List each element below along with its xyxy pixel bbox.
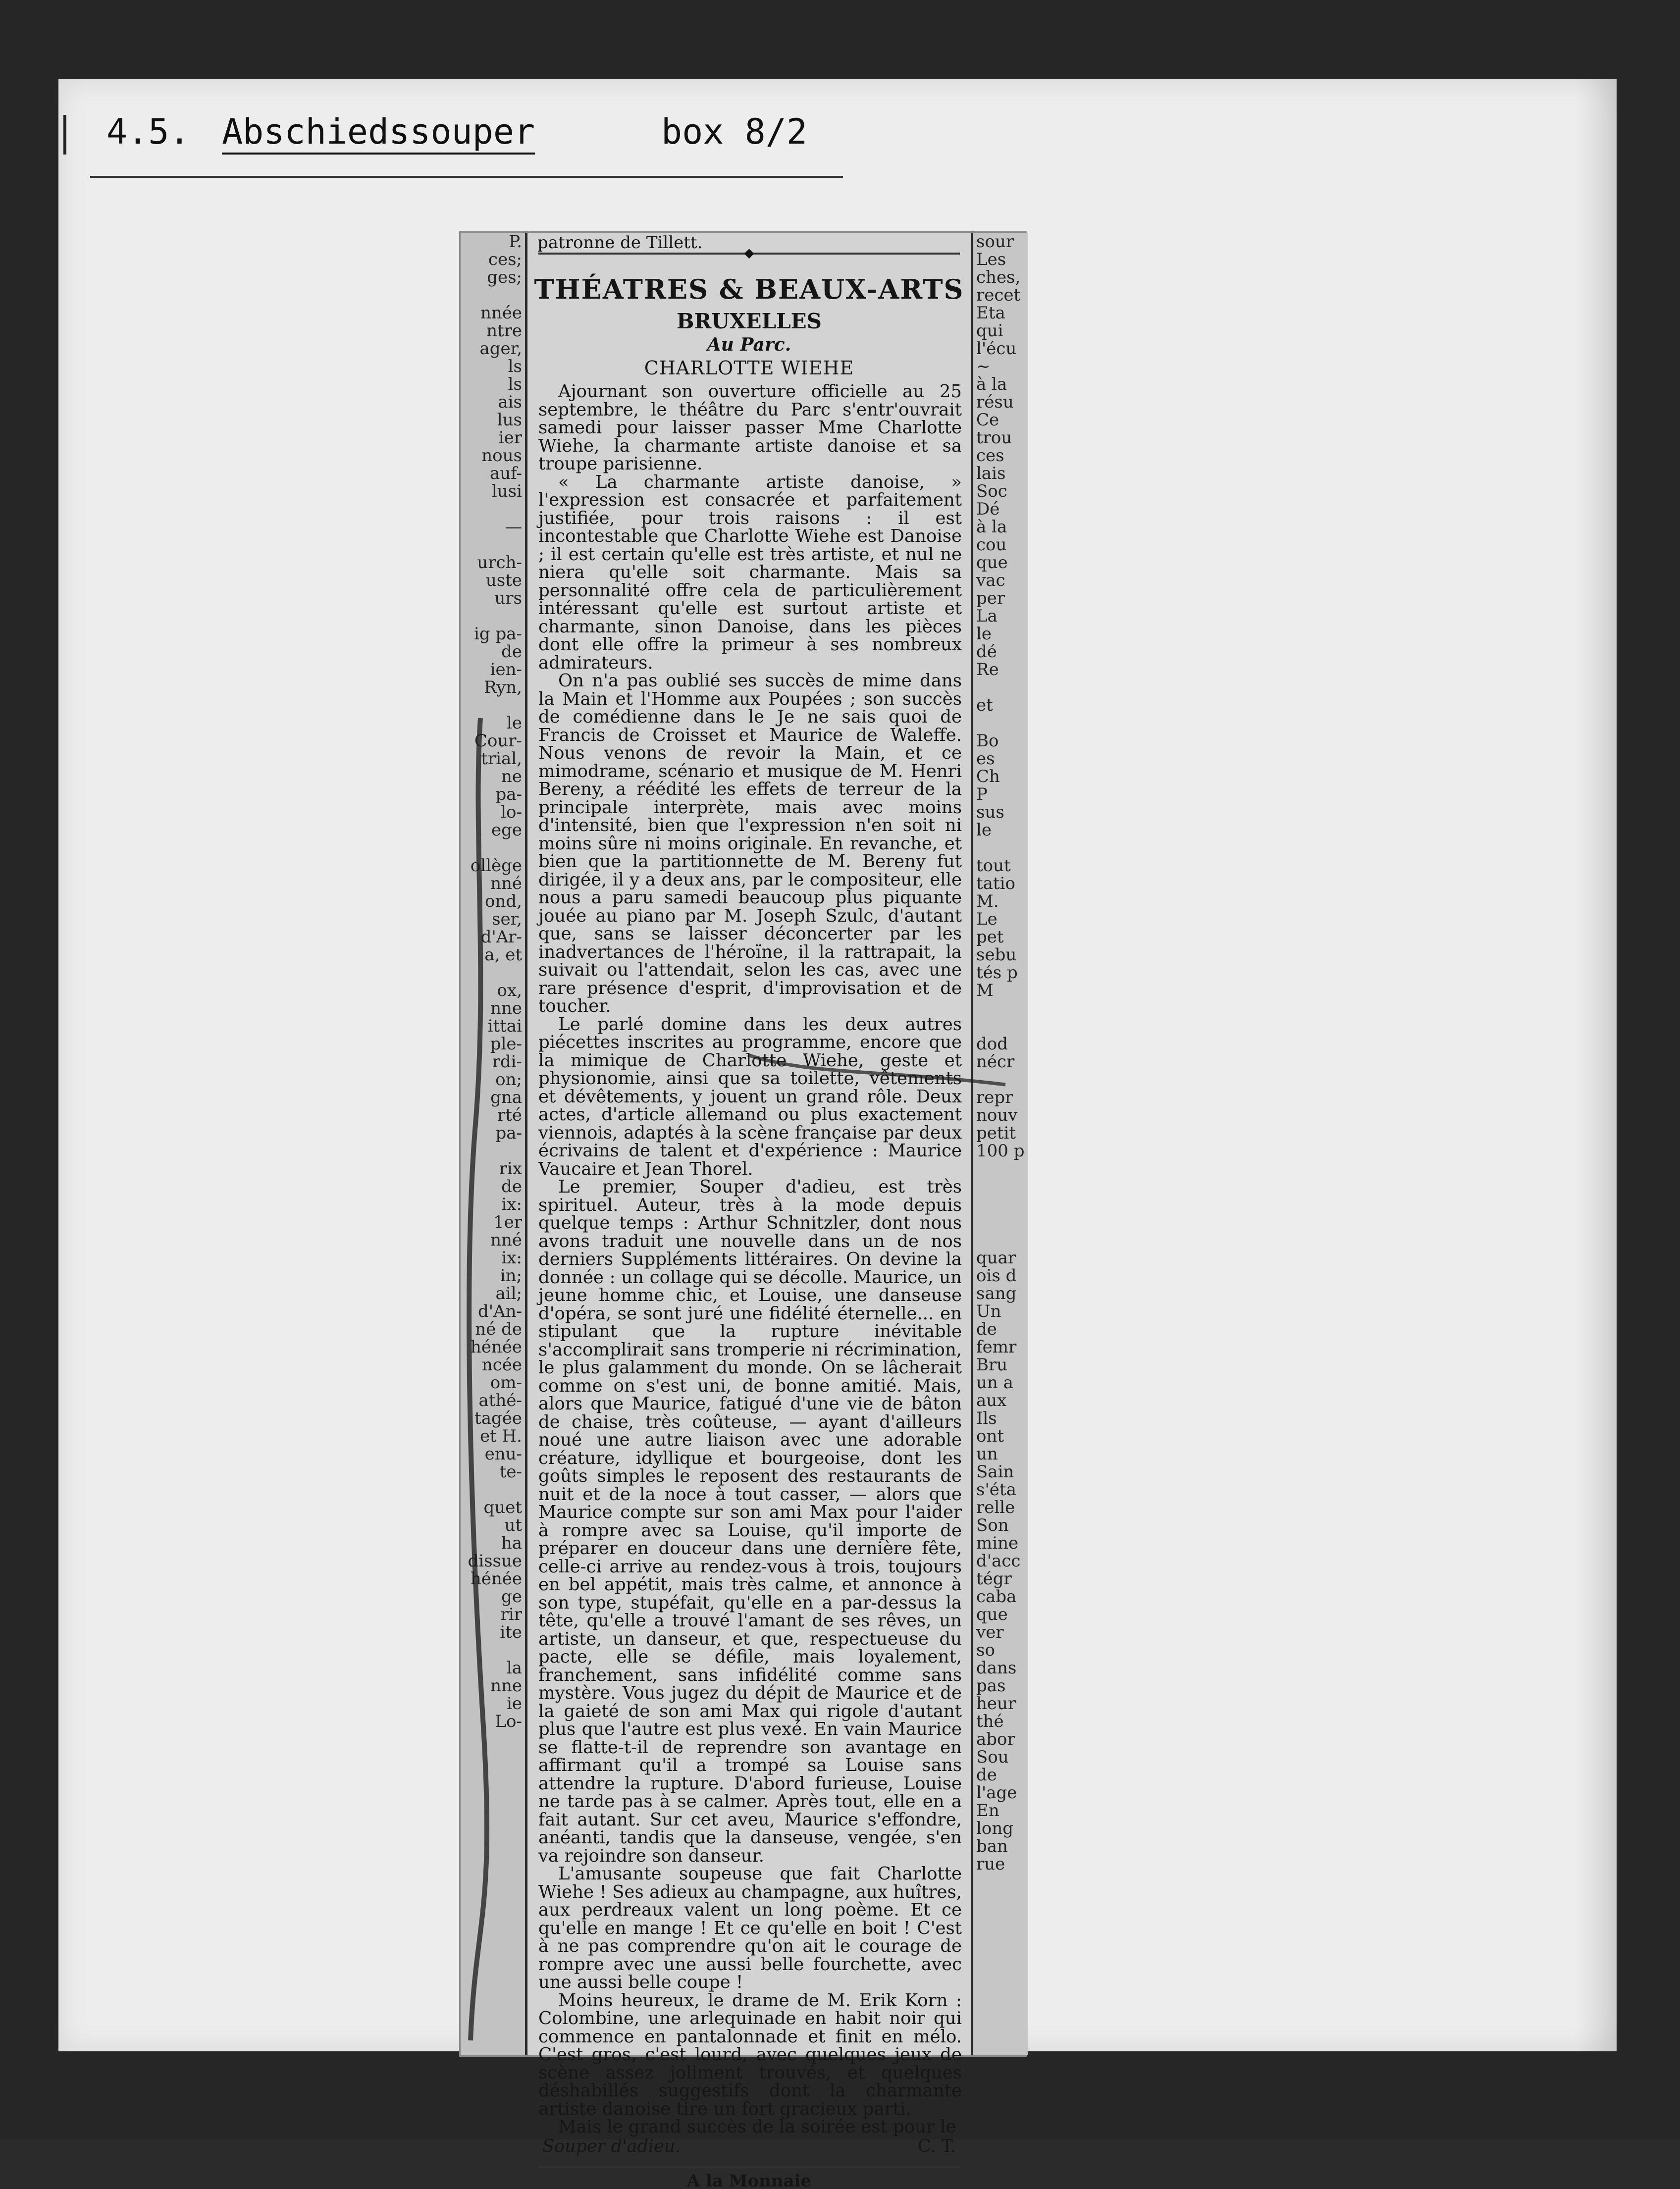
next-section-heading: A la Monnaie [686,2171,812,2189]
column-fragment: Re [976,660,999,679]
column-fragment: hénée [470,1337,522,1357]
column-fragment: Dé [976,499,1000,519]
paragraph: Moins heureux, le drame de M. Erik Korn : Colombine, une arlequinade en habit noir qui commence en pantalonnade et finit en mélo. C'est gros, c'est lourd, avec quelques jeux de scène assez joliment trouvés, et quelques déshabillés suggestifs dont la charmante artiste danoise tire un fort gracieux parti. [538,1990,962,2119]
column-fragment: sour [976,233,1014,252]
column-fragment: trial, [481,749,522,769]
column-fragment: relle [976,1498,1015,1517]
column-fragment: athé- [478,1391,522,1410]
column-fragment: Soc [976,481,1007,501]
item-number: 4.5. [106,111,190,152]
column-fragment: ail; [495,1284,522,1303]
column-fragment: dod [976,1034,1008,1054]
column-fragment: thé [976,1712,1004,1731]
column-fragment: ais [498,392,522,412]
column-fragment: résu [976,392,1014,412]
pen-stroke-line [469,718,487,2040]
column-fragment: petit [976,1123,1016,1143]
column-fragment: ches, [976,267,1021,287]
archive-header [59,111,842,181]
column-fragment: le [507,713,522,733]
column-fragment: Sou [976,1747,1009,1767]
column-fragment: ces; [488,250,522,269]
column-fragment: de [976,1765,997,1785]
bottom-rule [538,2166,960,2168]
column-fragment: quar [976,1248,1016,1268]
column-fragment: l'age [976,1783,1017,1803]
paragraph: « La charmante artiste danoise, » l'expression est consacrée et parfaitement justifiée, pour trois raisons : il est incontestable que Charlotte Wiehe est Danoise ; il est certain qu'elle est très artiste, et nul ne niera qu'elle soit charmante. Mais sa personnalité offre cela de particulièrement intéressant qu'elle est surtout artiste et charmante, sinon Danoise, dans les pièces dont elle offre la primeur à ses nombreux admirateurs. [538,471,962,673]
header-rule [90,176,843,178]
column-fragment: ager, [479,339,522,359]
column-fragment: femr [976,1337,1017,1357]
column-fragment: En [976,1801,999,1821]
column-fragment: ois d [976,1266,1017,1286]
column-fragment: ond, [485,891,522,911]
column-fragment: lais [976,464,1006,483]
closing-title: Souper d'adieu. [542,2136,681,2156]
column-fragment: nne [490,998,522,1018]
column-fragment: lusi [491,481,522,501]
column-fragment: le [976,624,992,644]
column-fragment: nécr [976,1052,1015,1072]
column-fragment: rir [500,1605,522,1624]
column-fragment: ie [507,1694,522,1714]
column-fragment: ser, [492,909,522,929]
column-fragment: ut [504,1515,522,1535]
column-fragment: le [976,820,992,840]
column-fragment: lus [497,410,522,430]
column-fragment: tout [976,856,1011,876]
column-fragment: sang [976,1284,1017,1303]
column-fragment: tés p [976,963,1018,983]
column-fragment: Ils [976,1408,997,1428]
column-fragment: te- [499,1462,522,1482]
column-fragment: es [976,749,995,769]
column-fragment: rix [499,1159,522,1179]
column-fragment: tatio [976,874,1015,893]
paragraph: Le parlé domine dans les deux autres piécettes inscrites au programme, encore que la mimique de Charlotte Wiehe, geste et physionomie, ainsi que sa toilette, vêtements et dévêtements, y jouent un grand rôle. Deux actes, d'article allemand ou plus exactement viennois, adaptés à la scène française par deux écrivains de talent et d'expérience : Maurice Vaucaire et Jean Thorel. [538,1014,962,1179]
column-fragment: hénée [470,1569,522,1589]
header-mark [63,115,66,155]
city-heading: BRUXELLES [676,309,822,333]
column-fragment: M [976,981,994,1000]
column-fragment: urs [494,588,522,608]
column-fragment: long [976,1819,1014,1838]
column-fragment: ix: [501,1248,522,1268]
column-fragment: de [976,1319,997,1339]
column-fragment: urch- [477,553,522,573]
venue-heading: Au Parc. [707,334,791,355]
column-fragment: ien- [490,660,522,679]
column-fragment: quet [483,1498,522,1517]
column-fragment: rdi- [492,1052,522,1072]
column-fragment: M. [976,891,999,911]
column-fragment: La [976,606,998,626]
column-fragment: caba [976,1587,1017,1607]
column-fragment: abor [976,1729,1015,1749]
column-fragment: ha [501,1533,522,1553]
column-fragment: ls [508,374,522,394]
column-fragment: ix: [501,1195,522,1214]
author-initials: C. T. [917,2136,956,2156]
pen-stroke-cross [748,1055,1005,1085]
column-fragment: so [976,1640,995,1660]
column-fragment: Ryn, [484,678,522,697]
column-fragment: P [976,784,988,804]
column-fragment: cou [976,535,1007,555]
column-fragment: dans [976,1658,1017,1678]
column-fragment: on; [495,1070,522,1090]
column-fragment: un [976,1444,998,1464]
column-fragment: 1er [493,1212,522,1232]
column-fragment: ont [976,1426,1004,1446]
column-fragment: ox, [497,981,522,1000]
column-fragment: ntre [486,321,522,341]
column-fragment: de [501,642,522,662]
column-fragment: heur [976,1694,1016,1714]
column-fragment: mine [976,1533,1019,1553]
column-fragment: tagée [474,1408,522,1428]
column-fragment: l'écu [976,339,1017,359]
column-fragment: Sain [976,1462,1014,1482]
column-fragment: P. [509,233,522,252]
column-fragment: de [501,1177,522,1197]
paragraph: L'amusante soupeuse que fait Charlotte Wiehe ! Ses adieux au champagne, aux huîtres, aux perdreaux valent un long poème. Et ce qu'elle en mange ! Et ce qu'elle en boit ! C'est à ne pas comprendre qu'on ait le courage de rompre avec une aussi belle fourchette, avec une aussi belle coupe ! [538,1864,962,1992]
column-fragment: nne [490,1676,522,1696]
paragraph: Ajournant son ouverture officielle au 25 septembre, le théâtre du Parc s'entr'ouvrait samedi pour laisser passer Mme Charlotte Wiehe, la charmante artiste danoise et sa troupe parisienne. [538,381,962,474]
column-fragment: rue [976,1854,1005,1874]
column-fragment: in; [500,1266,522,1286]
item-title: Abschiedssouper [222,111,535,152]
column-fragment: enu- [484,1444,522,1464]
newspaper-clipping [461,233,1025,2189]
column-fragment: s'éta [976,1480,1016,1500]
column-fragment: ges; [487,267,522,287]
paragraph: Le premier, Souper d'adieu, est très spirituel. Auteur, très à la mode depuis quelque temps : Arthur Schnitzler, dont nous avons traduit une nouvelle dans un de nos derniers Suppléments littéraires. On devine la donnée : un collage qui se décolle. Maurice, un jeune homme chic, et Louise, une danseuse d'opéra, se sont juré une fidélité éternelle... en stipulant que la rupture inévitable s'accomplirait sans tromperie ni récrimination, le plus galamment du monde. On se lâcherait comme on s'est uni, de bonne amitié. Mais, alors que Maurice, fatigué d'une vie de bâton de chaise, très coûteuse, — ayant d'ailleurs noué une autre liaison avec une adorable créature, idyllique et bourgeoise, dont les goûts simples le reposent des restaurants de nuit et de la noce à tout casser, — alors que Maurice compte sur son ami Max pour l'aider à rompre avec sa Louise, qu'il importe de préparer en douceur dans une dernière fête, celle-ci arrive au rendez-vous à trois, toujours en bel appétit, mais très calme, et annonce à son type, stupéfait, qu'elle en a par-dessus la tête, qu'elle a trouvé l'amant de ses rêves, un artiste, un danseur, et que, respectueuse du pacte, elle se défile, mais loyalement, franchement, sans infidélité comme sans mystère. Vous jugez du dépit de Maurice et de la gaieté de son ami Max qui rigole d'autant plus que l'autre est plus vexé. En vain Maurice se flatte-t-il de reprendre son avantage en affirmant qu'il a trompé sa Louise sans attendre la rupture. D'abord furieuse, Louise ne tarde pas à se calmer. Après tout, elle en a fait autant. Sur cet aveu, Maurice s'effondre, anéanti, tandis que la danseuse, vengée, s'en va rejoindre son danseur. [538,1177,962,1866]
column-fragment: sus [976,802,1004,822]
column-fragment: à la [976,517,1007,537]
column-fragment: que [976,1605,1008,1624]
paragraph: Mais le grand succès de la soirée est pour le [558,2117,956,2137]
column-fragment: et H. [479,1426,522,1446]
column-fragment: trou [976,428,1012,448]
article-headline: CHARLOTTE WIEHE [644,357,854,379]
column-fragment: ver [976,1622,1004,1642]
column-fragment: tégr [976,1569,1012,1589]
column-fragment: 100 p [976,1141,1025,1161]
column-fragment: Son [976,1515,1009,1535]
column-fragment: Bo [976,731,999,751]
pen-mark [461,233,1025,2055]
column-fragment: — [505,517,522,537]
column-fragment: aux [976,1391,1007,1410]
column-fragment: qui [976,321,1003,341]
column-fragment: Eta [976,303,1005,323]
column-fragment: vac [976,571,1005,590]
column-fragment: ier [498,428,522,448]
column-fragment: d'Ar- [480,927,522,947]
box-label: box 8/2 [661,111,808,152]
column-fragment: dissue [468,1551,522,1571]
column-fragment: Cour- [474,731,522,751]
column-fragment: ollège [470,856,522,876]
column-fragment: ge [501,1587,522,1607]
column-fragment: nné [490,1230,522,1250]
column-fragment: ple- [490,1034,522,1054]
column-fragment: ncée [481,1355,522,1375]
column-fragment: repr [976,1088,1013,1107]
column-fragment: Lo- [495,1712,522,1731]
column-fragment: ls [508,357,522,376]
column-fragment: auf- [489,464,522,483]
column-fragment: à la [976,374,1007,394]
column-fragment: om- [490,1373,522,1393]
column-fragment: recet [976,285,1021,305]
column-fragment: pa- [495,784,522,804]
column-fragment: d'acc [976,1551,1021,1571]
section-heading: THÉATRES & BEAUX-ARTS [534,273,964,305]
column-fragment: pas [976,1676,1006,1696]
diamond-ornament-icon: ◆ [744,246,754,261]
column-fragment: pet [976,927,1004,947]
column-fragment: lo- [501,802,522,822]
column-fragment: un a [976,1373,1013,1393]
column-fragment: a, et [484,945,522,965]
column-fragment: per [976,588,1005,608]
column-fragment: Ce [976,410,999,430]
column-fragment: nous [481,446,522,466]
column-fragment: Bru [976,1355,1008,1375]
column-fragment: Ch [976,767,1000,786]
column-fragment: nné [490,874,522,893]
column-fragment: rté [497,1105,522,1125]
column-fragment: ~ [976,357,991,376]
column-fragment: que [976,553,1008,573]
column-fragment: pa- [495,1123,522,1143]
column-fragment: uste [485,571,522,590]
column-fragment: nouv [976,1105,1018,1125]
previous-article-fragment: patronne de Tillett. [537,233,703,253]
column-fragment: d'An- [477,1302,522,1321]
column-fragment: ite [500,1622,522,1642]
column-fragment: gna [490,1088,522,1107]
column-fragment: ban [976,1836,1008,1856]
column-fragment: ne [501,767,522,786]
column-fragment: ittai [487,1016,522,1036]
column-fragment: ces [976,446,1004,466]
column-fragment: nnée [480,303,522,323]
column-fragment: Un [976,1302,1001,1321]
column-fragment: ege [491,820,522,840]
column-fragment: sebu [976,945,1017,965]
column-fragment: Le [976,909,998,929]
column-fragment: dé [976,642,997,662]
paragraph: On n'a pas oublié ses succès de mime dans la Main et l'Homme aux Poupées ; son succès de comédienne dans le Je ne sais quoi de Francis de Croisset et Maurice de Waleffe. Nous venons de revoir la Main, et ce mimodrame, scénario et musique de M. Henri Bereny, a réédité les effets de terreur de la principale interprète, mais avec moins d'intensité, bien que l'expression n'en soit ni moins sûre ni moins originale. En revanche, et bien que la partitionnette de M. Bereny fut dirigée, il y a deux ans, par le compositeur, elle nous a paru samedi beaucoup plus piquante jouée au piano par M. Joseph Szulc, d'autant que, sans se laisser déconcerter par les inadvertances de l'héroïne, il la rattrapait, la suivait ou l'attendait, selon les cas, avec une rare présence d'esprit, d'improvisation et de toucher. [538,671,962,1016]
column-fragment: Les [976,250,1006,269]
column-fragment: et [976,695,993,715]
column-fragment: la [506,1658,522,1678]
column-fragment: ig pa- [474,624,522,644]
sheet-shadow [1575,79,1617,2051]
column-fragment: né de [475,1319,522,1339]
